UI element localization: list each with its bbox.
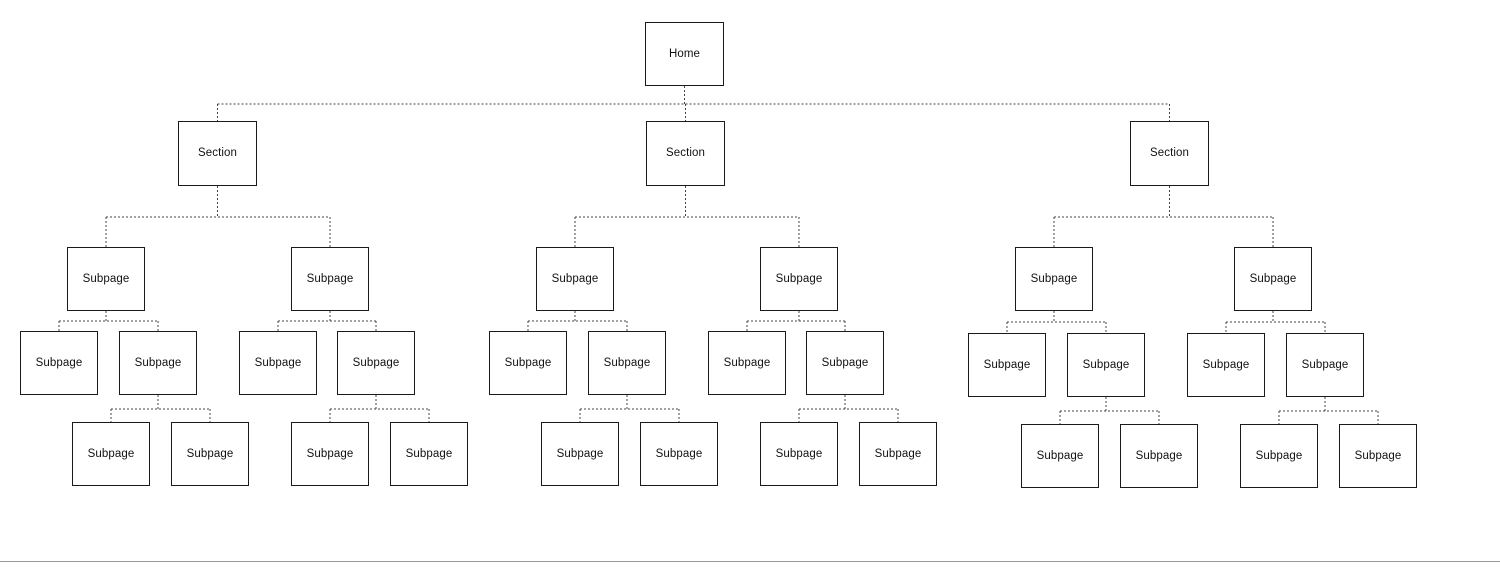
node-label: Subpage: [186, 447, 234, 460]
node-label: Subpage: [1301, 358, 1349, 371]
node-label: Section: [665, 147, 706, 160]
bottom-divider: [0, 561, 1500, 562]
connector-from-s1p1: [59, 311, 158, 331]
node-s3[interactable]: [1130, 121, 1209, 186]
node-label: Subpage: [775, 272, 823, 285]
connector-from-s1p1b: [111, 395, 210, 422]
node-s1p1[interactable]: [67, 247, 145, 311]
node-s3p1[interactable]: [1015, 247, 1093, 311]
node-s3p2b[interactable]: [1286, 333, 1364, 397]
node-label: Subpage: [87, 447, 135, 460]
node-label: Subpage: [306, 272, 354, 285]
node-s1p2[interactable]: [291, 247, 369, 311]
node-label: Subpage: [1030, 272, 1078, 285]
node-label: Subpage: [306, 447, 354, 460]
node-s2p2b1[interactable]: [760, 422, 838, 486]
node-s1p1b[interactable]: [119, 331, 197, 395]
node-label: Subpage: [504, 356, 552, 369]
node-label: Subpage: [723, 356, 771, 369]
node-s3p2b1[interactable]: [1240, 424, 1318, 488]
node-label: Subpage: [352, 356, 400, 369]
node-s1p1a[interactable]: [20, 331, 98, 395]
node-s3p1b[interactable]: [1067, 333, 1145, 397]
node-s3p1b1[interactable]: [1021, 424, 1099, 488]
node-s2p1a[interactable]: [489, 331, 567, 395]
node-s2p2[interactable]: [760, 247, 838, 311]
connector-from-s1p2b: [330, 395, 429, 422]
connector-from-s3p2: [1226, 311, 1325, 333]
node-label: Section: [1149, 147, 1190, 160]
node-label: Subpage: [1255, 449, 1303, 462]
node-s1p2b[interactable]: [337, 331, 415, 395]
node-home[interactable]: [645, 22, 724, 86]
node-s3p2b2[interactable]: [1339, 424, 1417, 488]
node-s2p1b2[interactable]: [640, 422, 718, 486]
node-label: Subpage: [1249, 272, 1297, 285]
connector-from-s3: [1054, 186, 1273, 247]
node-label: Subpage: [35, 356, 83, 369]
connector-from-s2p1: [528, 311, 627, 331]
node-label: Subpage: [1135, 449, 1183, 462]
node-label: Subpage: [1082, 358, 1130, 371]
node-s1[interactable]: [178, 121, 257, 186]
connector-from-s2: [575, 186, 799, 247]
node-label: Subpage: [983, 358, 1031, 371]
node-s1p1b2[interactable]: [171, 422, 249, 486]
node-s3p1a[interactable]: [968, 333, 1046, 397]
node-s2p2a[interactable]: [708, 331, 786, 395]
node-s1p1b1[interactable]: [72, 422, 150, 486]
node-s3p2[interactable]: [1234, 247, 1312, 311]
node-label: Subpage: [1202, 358, 1250, 371]
node-label: Subpage: [254, 356, 302, 369]
node-label: Subpage: [821, 356, 869, 369]
node-label: Subpage: [1036, 449, 1084, 462]
node-s2[interactable]: [646, 121, 725, 186]
node-s1p2b2[interactable]: [390, 422, 468, 486]
node-label: Subpage: [874, 447, 922, 460]
node-s1p2b1[interactable]: [291, 422, 369, 486]
node-label: Subpage: [551, 272, 599, 285]
node-label: Subpage: [603, 356, 651, 369]
node-s3p1b2[interactable]: [1120, 424, 1198, 488]
node-s1p2a[interactable]: [239, 331, 317, 395]
node-s2p2b[interactable]: [806, 331, 884, 395]
connector-from-s3p1: [1007, 311, 1106, 333]
connector-from-s2p2b: [799, 395, 898, 422]
node-s2p1b[interactable]: [588, 331, 666, 395]
connector-from-s1: [106, 186, 330, 247]
connector-from-s1p2: [278, 311, 376, 331]
node-s2p1b1[interactable]: [541, 422, 619, 486]
node-label: Subpage: [82, 272, 130, 285]
node-label: Subpage: [775, 447, 823, 460]
node-label: Subpage: [556, 447, 604, 460]
connector-from-s2p1b: [580, 395, 679, 422]
connector-from-home: [218, 86, 1170, 121]
node-label: Section: [197, 147, 238, 160]
connector-from-s3p2b: [1279, 397, 1378, 424]
connector-from-s2p2: [747, 311, 845, 331]
node-label: Subpage: [405, 447, 453, 460]
node-label: Subpage: [134, 356, 182, 369]
connector-from-s3p1b: [1060, 397, 1159, 424]
node-label: Subpage: [1354, 449, 1402, 462]
node-s2p2b2[interactable]: [859, 422, 937, 486]
node-s3p2a[interactable]: [1187, 333, 1265, 397]
node-label: Home: [668, 47, 701, 60]
node-label: Subpage: [655, 447, 703, 460]
node-s2p1[interactable]: [536, 247, 614, 311]
